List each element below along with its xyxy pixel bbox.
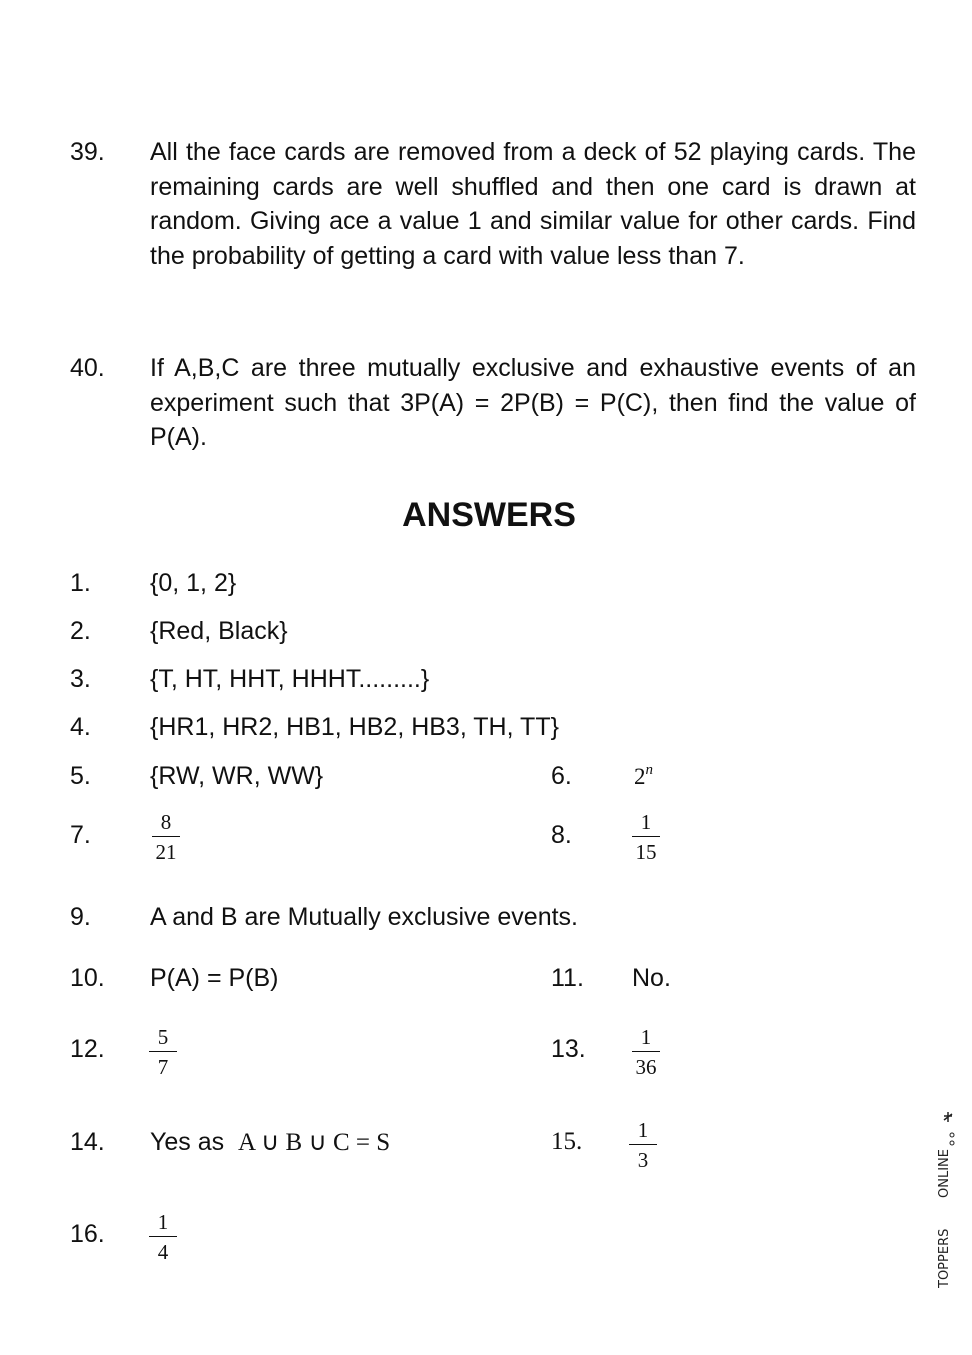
fraction-bar xyxy=(632,1051,660,1052)
answer-number: 7. xyxy=(70,821,91,849)
question-number: 39. xyxy=(70,138,105,166)
answer-text: No. xyxy=(632,964,671,992)
fraction xyxy=(629,1119,657,1171)
answer-number: 10. xyxy=(70,964,105,992)
power-exponent: n xyxy=(645,762,653,778)
fraction xyxy=(152,811,180,863)
svg-text:TOPPERS: TOPPERS xyxy=(937,1228,952,1288)
fraction-bar xyxy=(149,1236,177,1237)
fraction-numerator: 1 xyxy=(637,1118,649,1142)
fraction-denominator: 36 xyxy=(635,1055,657,1079)
answer-number: 13. xyxy=(551,1035,586,1063)
fraction-numerator: 1 xyxy=(640,1025,652,1049)
margin-stamp xyxy=(922,1110,962,1290)
fraction-numerator: 8 xyxy=(160,810,172,834)
answer-number: 1. xyxy=(70,569,91,597)
answer-number: 4. xyxy=(70,713,91,741)
question-39 xyxy=(70,135,916,273)
fraction-numerator: 1 xyxy=(157,1210,169,1234)
fraction-denominator: 3 xyxy=(637,1148,649,1172)
answer-text: {Red, Black} xyxy=(150,617,288,645)
answer-text: {T, HT, HHT, HHHT.........} xyxy=(150,665,430,693)
svg-text:ONLINE: ONLINE xyxy=(937,1149,952,1198)
answer-number: 16. xyxy=(70,1220,105,1248)
answer-number: 9. xyxy=(70,903,91,931)
answer-number: 6. xyxy=(551,762,572,790)
margin-stamp-graphic xyxy=(922,1110,962,1290)
fraction-denominator: 15 xyxy=(635,840,657,864)
set-union-formula: A ∪ B ∪ C = S xyxy=(238,1129,391,1156)
answer-number: 11. xyxy=(551,964,584,992)
answer-text: {RW, WR, WW} xyxy=(150,762,324,790)
fraction xyxy=(632,811,660,863)
power-base: 2 xyxy=(634,764,646,789)
fraction-denominator: 7 xyxy=(157,1055,169,1079)
answer-number: 5. xyxy=(70,762,91,790)
answer-words: Yes as xyxy=(150,1128,225,1156)
answer-text: {0, 1, 2} xyxy=(150,569,237,597)
question-text: All the face cards are removed from a deck of 52 playing cards. The remaining cards are well shuffled and then one card is drawn at random. Giving ace a value 1 and similar value for other cards. Find the probability of getting a card with value less than 7. xyxy=(150,138,916,270)
fraction-bar xyxy=(149,1051,177,1052)
power-expression xyxy=(634,764,653,790)
question-40 xyxy=(70,351,916,455)
question-text: If A,B,C are three mutually exclusive and exhaustive events of an experiment such that 3P(A) = 2P(B) = P(C), then find the value of P(A). xyxy=(150,354,916,451)
answer-number: 14. xyxy=(70,1128,105,1156)
fraction-bar xyxy=(632,836,660,837)
answer-number: 3. xyxy=(70,665,91,693)
answers-heading: ANSWERS xyxy=(402,496,576,534)
fraction-numerator: 5 xyxy=(157,1025,169,1049)
fraction xyxy=(149,1211,177,1263)
answer-number: 8. xyxy=(551,821,572,849)
fraction-bar xyxy=(152,836,180,837)
fraction-bar xyxy=(629,1144,657,1145)
answer-number: 12. xyxy=(70,1035,105,1063)
answer-number: 2. xyxy=(70,617,91,645)
answer-number: 15. xyxy=(551,1128,583,1155)
fraction xyxy=(149,1026,177,1078)
answer-text: P(A) = P(B) xyxy=(150,964,279,992)
fraction-denominator: 4 xyxy=(157,1240,169,1264)
question-number: 40. xyxy=(70,354,105,382)
fraction-numerator: 1 xyxy=(640,810,652,834)
fraction xyxy=(632,1026,660,1078)
answer-text: {HR1, HR2, HB1, HB2, HB3, TH, TT} xyxy=(150,713,559,741)
fraction-denominator: 21 xyxy=(155,840,177,864)
answer-text xyxy=(150,1127,390,1158)
answer-text: A and B are Mutually exclusive events. xyxy=(150,903,579,931)
